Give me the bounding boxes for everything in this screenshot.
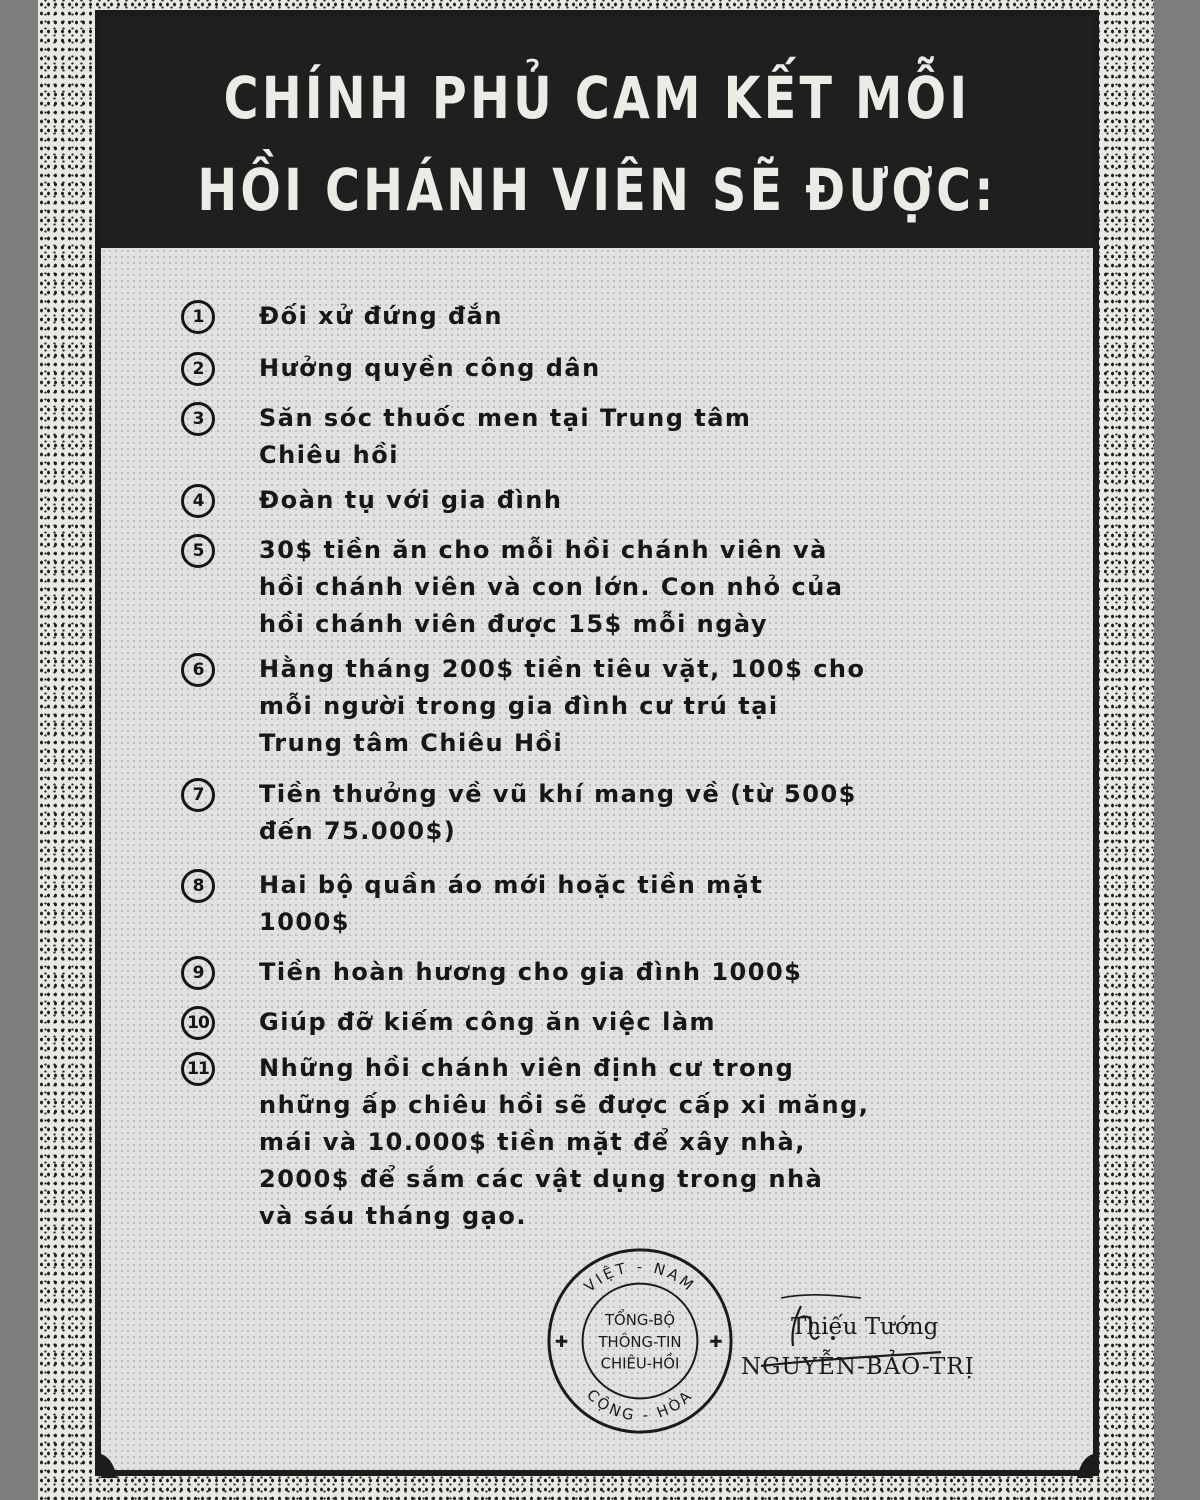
- item-text: Tiền hoàn hương cho gia đình 1000$: [259, 958, 803, 986]
- item-number-badge: 6: [181, 653, 215, 687]
- item-number-badge: 1: [181, 300, 215, 334]
- item-text: Tiền thưởng về vũ khí mang về (từ 500$ đến 75.000$): [259, 780, 857, 845]
- seal-line-3: CHIÊU-HỒI: [600, 1354, 680, 1373]
- svg-text:VIỆT - NAM: [581, 1258, 700, 1296]
- item-text: Đối xử đứng đắn: [259, 302, 503, 330]
- signatory-rank: Thiếu Tướng: [791, 1314, 939, 1340]
- leaflet-page: [38, 0, 1154, 1500]
- item-text: Hằng tháng 200$ tiền tiêu vặt, 100$ cho mỗi người trong gia đình cư trú tại Trung tâm Chiêu Hồi: [259, 655, 866, 757]
- title-line-2: HỒI CHÁNH VIÊN SẼ ĐƯỢC:: [197, 156, 997, 224]
- item-number-badge: 9: [181, 956, 215, 990]
- item-number-badge: 5: [181, 534, 215, 568]
- seal-line-1: TỔNG-BỘ: [604, 1311, 676, 1330]
- seal-star-right-icon: ✚: [709, 1331, 723, 1351]
- seal-line-2: THÔNG-TIN: [598, 1332, 682, 1351]
- item-number-badge: 11: [181, 1052, 215, 1086]
- item-number-badge: 7: [181, 778, 215, 812]
- seal-ring-top: VIỆT - NAM: [580, 1257, 700, 1296]
- item-text: Hưởng quyền công dân: [259, 354, 601, 382]
- item-text: 30$ tiền ăn cho mỗi hồi chánh viên và hồi chánh viên và con lớn. Con nhỏ của hồi chánh viên được 15$ mỗi ngày: [259, 536, 844, 638]
- item-number-badge: 8: [181, 869, 215, 903]
- corner-ornament-icon: [1059, 1444, 1095, 1480]
- benefits-panel: [101, 248, 1093, 1470]
- svg-text:CỘNG - HÒA: [583, 1386, 697, 1425]
- item-number-badge: 3: [181, 402, 215, 436]
- item-number-badge: 10: [181, 1006, 215, 1040]
- corner-ornament-icon: [99, 1444, 135, 1480]
- item-number-badge: 2: [181, 352, 215, 386]
- official-seal: [541, 1242, 739, 1440]
- seal-ring-bottom: CỘNG - HÒA: [583, 1385, 697, 1425]
- item-number-badge: 4: [181, 484, 215, 518]
- item-text: Những hồi chánh viên định cư trong những ấp chiêu hồi sẽ được cấp xi măng, mái và 10.000$ tiền mặt để xây nhà, 2000$ để sắm các vật dụng trong nhà và sáu tháng gạo.: [259, 1054, 870, 1230]
- item-text: Giúp đỡ kiếm công ăn việc làm: [259, 1008, 717, 1036]
- signatory-name: NGUYỄN-BẢO-TRỊ: [741, 1354, 975, 1380]
- item-text: Hai bộ quần áo mới hoặc tiền mặt 1000$: [259, 871, 764, 936]
- title-banner: [101, 16, 1093, 248]
- content-frame: [95, 10, 1099, 1476]
- item-text: Đoàn tụ với gia đình: [259, 486, 563, 514]
- item-text: Săn sóc thuốc men tại Trung tâm Chiêu hồi: [259, 404, 752, 469]
- seal-star-left-icon: ✚: [554, 1331, 569, 1351]
- title-line-1: CHÍNH PHỦ CAM KẾT MỖI: [223, 64, 971, 132]
